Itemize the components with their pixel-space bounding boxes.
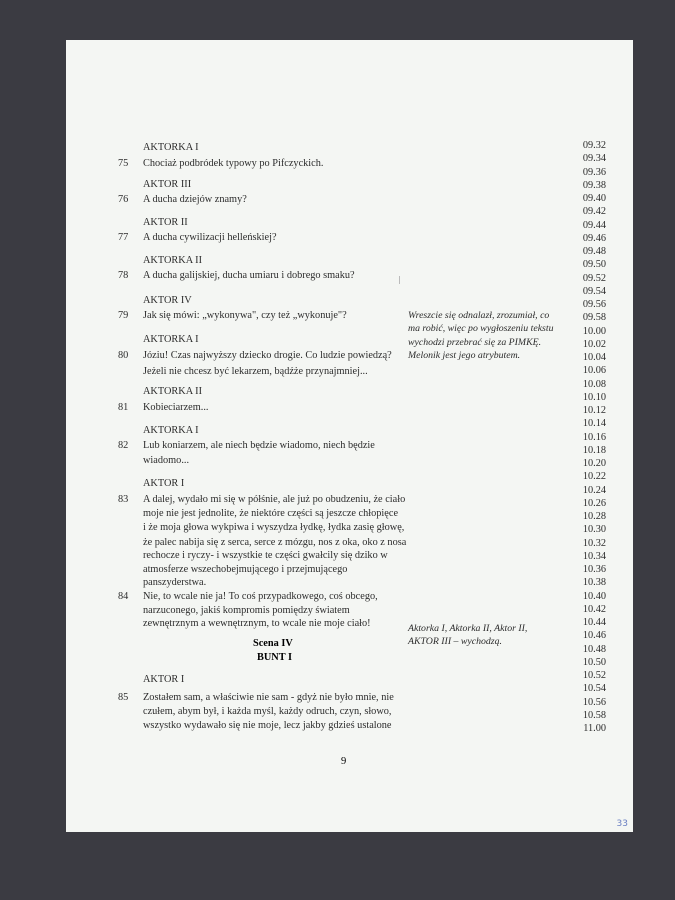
timecode: 09.46 [582, 232, 606, 244]
dialogue-line: A dalej, wydało mi się w półśnie, ale już po obudzeniu, że ciało [143, 494, 406, 505]
timecode: 09.40 [582, 193, 606, 204]
stage-note-line: Wreszcie się odnalazł, zrozumiał, co [408, 310, 550, 321]
scene-title: Scena IV [253, 638, 293, 649]
line-number: 80 [118, 350, 129, 361]
timecode: 10.24 [582, 484, 606, 496]
speaker-name: AKTORKA II [143, 255, 203, 266]
line-number: 79 [118, 310, 129, 321]
timecode: 09.36 [582, 166, 606, 178]
page-number: 9 [341, 756, 347, 767]
dialogue-line: panszyderstwa. [143, 577, 207, 588]
speaker-name: AKTOR III [143, 179, 192, 190]
timecode: 09.48 [582, 246, 606, 257]
timecode: 10.10 [582, 391, 606, 403]
stage-note-line: Aktorka I, Aktorka II, Aktor II, [408, 623, 528, 634]
dialogue-line: wiadomo... [143, 455, 190, 466]
timecode: 11.00 [583, 723, 606, 734]
timecode: 10.34 [582, 550, 606, 562]
timecode: 10.18 [582, 444, 606, 456]
timecode: 10.28 [582, 511, 606, 522]
line-number: 84 [118, 591, 129, 602]
timecode: 09.38 [582, 179, 606, 191]
timecode: 10.44 [582, 617, 606, 628]
dialogue-line: czułem, abym był, i każda myśl, każdy odruch, czyn, słowo, [143, 706, 392, 717]
timecode: 10.40 [582, 590, 606, 602]
timecode: 09.58 [582, 312, 606, 324]
archive-mark: 33 [616, 819, 628, 829]
timecode: 09.44 [582, 219, 606, 231]
dialogue-line: Nie, to wcale nie ja! To coś przypadkowego, coś obcego, [143, 591, 378, 602]
speaker-name: AKTORKA I [143, 142, 199, 153]
timecode: 10.46 [582, 630, 606, 642]
dialogue-line: że palec nabija się z serca, serce z mózgu, nos z oka, oko z nosa [143, 537, 407, 548]
line-number: 85 [118, 692, 129, 703]
timecode: 09.32 [582, 140, 606, 151]
dialogue-line: atmosferze wszechobejmującego i przejmującego [143, 564, 348, 575]
dialogue-line: Jak się mówi: „wykonywa", czy też „wykonuje"? [143, 310, 347, 321]
dialogue-line: Zostałem sam, a właściwie nie sam - gdyż nie było mnie, nie [143, 692, 394, 703]
speaker-name: AKTORKA II [143, 386, 203, 397]
timecode: 10.04 [582, 352, 606, 363]
timecode: 10.12 [582, 405, 606, 416]
dialogue-line: zewnętrznym a wewnętrznym, to wcale nie moje ciało! [143, 618, 371, 629]
timecode: 09.50 [582, 259, 606, 271]
speaker-name: AKTORKA I [143, 425, 199, 436]
timecode: 10.54 [582, 683, 606, 695]
timecode: 09.34 [582, 153, 606, 165]
timecode: 10.50 [582, 656, 606, 668]
ink-mark [399, 276, 400, 284]
line-number: 78 [118, 270, 129, 281]
line-number: 77 [118, 232, 129, 243]
line-number: 76 [118, 194, 129, 205]
timecode: 10.42 [582, 603, 606, 615]
timecode: 10.56 [582, 696, 606, 708]
timecode: 10.26 [582, 497, 606, 509]
dialogue-line: A ducha galijskiej, ducha umiaru i dobrego smaku? [143, 270, 355, 281]
dialogue-line: wszystko wydawało się nie moje, lecz jakby gdzieś ustalone [143, 720, 392, 731]
speaker-name: AKTORKA I [143, 334, 199, 345]
timecode: 10.58 [582, 709, 606, 721]
timecode: 10.02 [582, 338, 606, 350]
timecode: 10.08 [582, 378, 606, 390]
timecode: 10.36 [582, 564, 606, 575]
dialogue-line: Józiu! Czas najwyższy dziecko drogie. Co ludzie powiedzą? [143, 350, 392, 361]
timecode: 09.54 [582, 285, 606, 297]
speaker-name: AKTOR IV [143, 295, 192, 306]
dialogue-line: rechocze i ryczy- i wszystkie te części gwałcily się dziko w [143, 550, 388, 561]
timecode: 09.56 [582, 299, 606, 310]
speaker-name: AKTOR I [143, 674, 185, 685]
speaker-name: AKTOR I [143, 478, 185, 489]
timecode: 10.16 [582, 431, 606, 443]
line-number: 82 [118, 440, 129, 451]
timecode: 10.06 [582, 365, 606, 377]
timecode: 10.22 [582, 471, 606, 483]
timecode: 10.20 [582, 458, 606, 469]
dialogue-line: A ducha dziejów znamy? [143, 194, 247, 205]
timecode: 10.32 [582, 537, 606, 549]
timecode: 10.00 [582, 325, 606, 337]
dialogue-line: Jeżeli nie chcesz być lekarzem, bądźże przynajmniej... [143, 366, 368, 377]
timecode: 10.14 [582, 418, 606, 430]
dialogue-line: narzuconego, jakiś kompromis pomiędzy światem [143, 605, 350, 616]
speaker-name: AKTOR II [143, 217, 188, 228]
timecode: 10.38 [582, 577, 606, 589]
stage-note-line: Melonik jest jego atrybutem. [408, 349, 521, 361]
stage-note-line: ma robić, więc po wygłoszeniu tekstu [408, 323, 554, 335]
line-number: 83 [118, 494, 129, 505]
script-page [66, 40, 633, 832]
line-number: 75 [118, 158, 129, 169]
dialogue-line: moje nie jest jednolite, że niektóre części są jeszcze chłopięce [143, 508, 399, 519]
dialogue-line: Kobieciarzem... [143, 402, 209, 413]
dialogue-line: A ducha cywilizacji helleńskiej? [143, 232, 277, 243]
stage-note-line: AKTOR III – wychodzą. [408, 636, 502, 648]
dialogue-line: Lub koniarzem, ale niech będzie wiadomo, niech będzie [143, 440, 375, 451]
dialogue-line: Chociaż podbródek typowy po Pifczyckich. [143, 158, 324, 169]
timecode: 10.52 [582, 670, 606, 681]
stage-note-line: wychodzi przebrać się za PIMKĘ. [408, 336, 542, 348]
line-number: 81 [118, 402, 129, 413]
timecode: 10.48 [582, 643, 606, 655]
timecode: 10.30 [582, 524, 606, 536]
timecode: 09.42 [582, 206, 606, 218]
scene-subtitle: BUNT I [257, 652, 293, 663]
dialogue-line: i że moja głowa wykpiwa i wyszydza łydkę, łydka zasię głowę, [143, 522, 405, 533]
timecode: 09.52 [582, 272, 606, 284]
